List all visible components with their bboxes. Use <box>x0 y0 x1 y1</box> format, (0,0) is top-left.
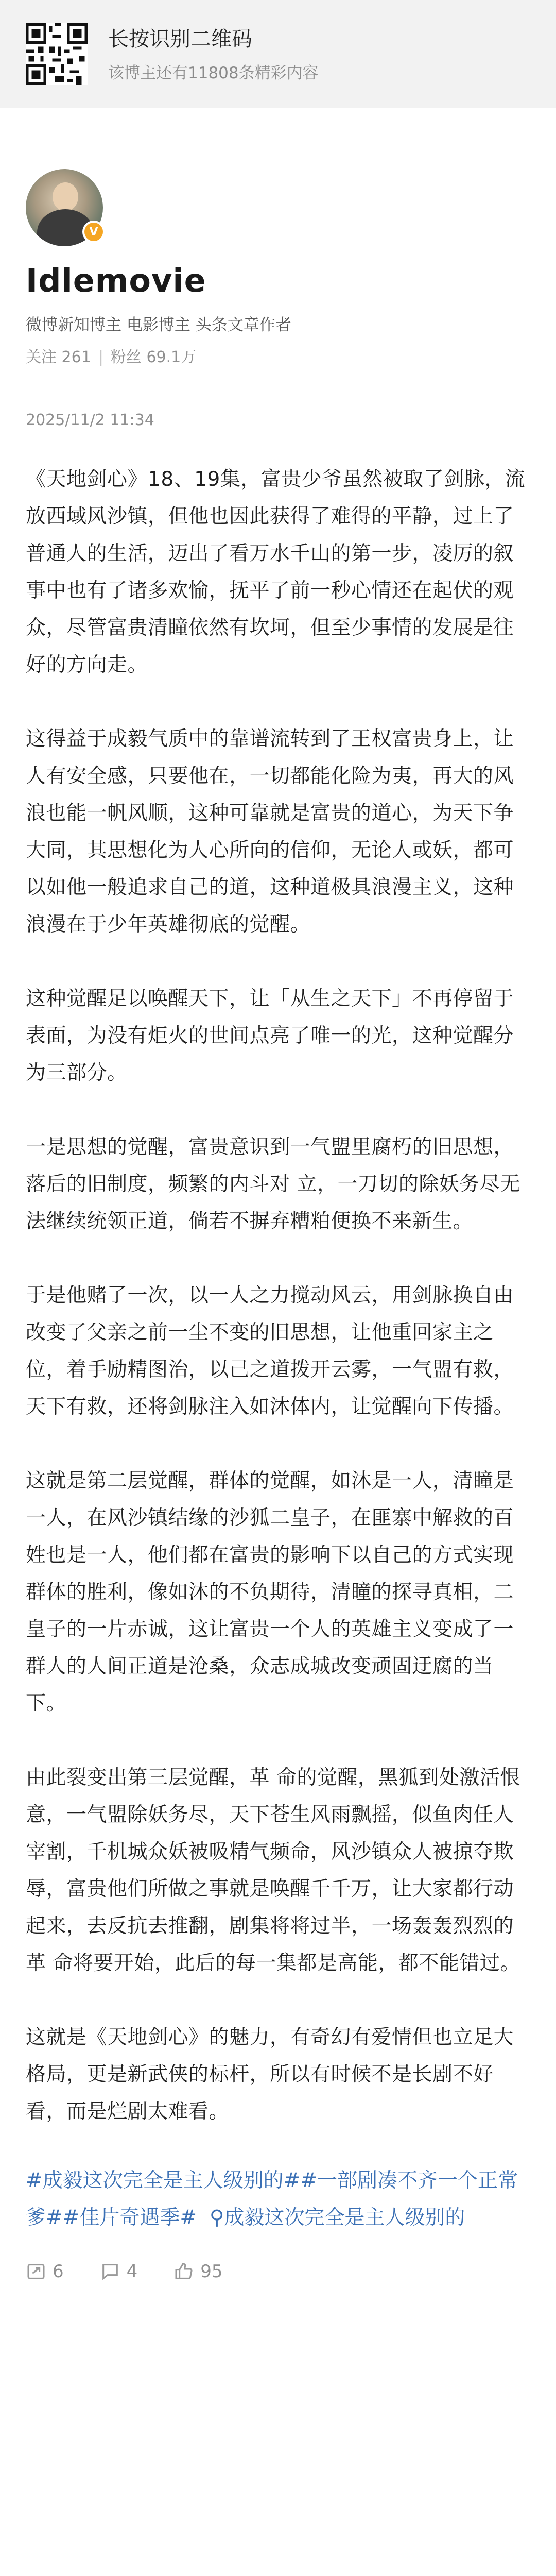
follow-stats: 关注 261 | 粉丝 69.1万 <box>26 348 197 366</box>
paragraph: 这就是《天地剑心》的魅力，有奇幻有爱情但也立足大格局，更是新武侠的标杆，所以有时候不是长剧不好看，而是烂剧太难看。 <box>26 2026 514 2123</box>
verified-badge-icon: V <box>82 221 105 243</box>
followers-count: 69.1万 <box>146 348 197 366</box>
paragraph: 于是他赌了一次，以一人之力搅动风云，用剑脉换自由改变了父亲之前一尘不变的旧思想，让他重回家主之位，着手励精图治，以己之道拨开云雾，一气盟有救，天下有救，还将剑脉注入如沐体内，让觉醒向下传播。 <box>26 1284 514 1418</box>
thumbs-up-icon <box>173 2261 194 2282</box>
hashtag-links[interactable]: #成毅这次完全是主人级别的##一部剧凑不齐一个正常爹##佳片奇遇季# ⚲成毅这次完全是主人级别的 <box>26 2169 518 2229</box>
following-count: 261 <box>61 348 91 366</box>
qr-code-icon <box>26 23 88 85</box>
like-count: 95 <box>200 2261 223 2282</box>
paragraph: 由此裂变出第三层觉醒，革 命的觉醒，黑狐到处激活恨意，一气盟除妖务尽，天下苍生风雨飘摇，似鱼肉任人宰割，千机城众妖被吸精气频命，风沙镇众人被掠夺欺辱，富贵他们所做之事就是唤醒千千万，让大家都行动起来，去反抗去推翻，剧集将将过半，一场轰轰烈烈的革 命将要开始，此后的每一集都是高能，都不能错过。 <box>26 1766 520 1975</box>
banner-subtitle: 该博主还有11808条精彩内容 <box>108 63 319 82</box>
paragraph: 一是思想的觉醒，富贵意识到一气盟里腐朽的旧思想，落后的旧制度，频繁的内斗对 立，一刀切的除妖务尽无法继续统领正道，倘若不摒弃糟粕便换不来新生。 <box>26 1136 520 1233</box>
followers-label: 粉丝 <box>110 348 142 366</box>
repost-count: 6 <box>53 2261 64 2282</box>
repost-button[interactable] <box>26 2261 64 2282</box>
verification-text: 微博新知博主 电影博主 头条文章作者 <box>26 316 291 334</box>
paragraph: 这得益于成毅气质中的靠谱流转到了王权富贵身上，让人有安全感，只要他在，一切都能化险为夷，再大的风浪也能一帆风顺，这种可靠就是富贵的道心，为天下争大同，其思想化为人心所向的信仰，无论人或妖，都可以如他一般追求自己的道，这种道极具浪漫主义，这种浪漫在于少年英雄彻底的觉醒。 <box>26 727 514 936</box>
post-date: 2025/11/2 11:34 <box>26 411 154 429</box>
like-button[interactable] <box>173 2261 222 2282</box>
comment-button[interactable] <box>100 2261 138 2282</box>
following-label: 关注 <box>26 348 57 366</box>
comment-icon <box>100 2261 120 2282</box>
avatar[interactable] <box>26 169 103 246</box>
app-banner[interactable] <box>0 0 556 108</box>
author-profile <box>0 169 556 367</box>
username[interactable]: Idlemovie <box>26 262 206 299</box>
post-body <box>0 461 556 2130</box>
post-actions <box>0 2261 556 2282</box>
paragraph: 这就是第二层觉醒，群体的觉醒，如沐是一人，清瞳是一人，在风沙镇结缘的沙狐二皇子，在匪寨中解救的百姓也是一人，他们都在富贵的影响下以自己的方式实现群体的胜利，像如沐的不负期待，清瞳的探寻真相，二皇子的一片赤诚，这让富贵一个人的英雄主义变成了一群人的人间正道是沧桑，众志成城改变顽固迂腐的当下。 <box>26 1469 514 1715</box>
repost-icon <box>26 2261 46 2282</box>
paragraph: 这种觉醒足以唤醒天下，让「从生之天下」不再停留于表面，为没有炬火的世间点亮了唯一的光，这种觉醒分为三部分。 <box>26 987 514 1084</box>
banner-title: 长按识别二维码 <box>108 27 252 51</box>
paragraph: 《天地剑心》18、19集，富贵少爷虽然被取了剑脉，流放西域风沙镇，但他也因此获得了难得的平静，过上了普通人的生活，迈出了看万水千山的第一步，凌厉的叙事中也有了诸多欢愉，抚平了前一秒心情还在起伏的观众，尽管富贵清瞳依然有坎坷，但至少事情的发展是往好的方向走。 <box>26 468 526 676</box>
comment-count: 4 <box>126 2261 138 2282</box>
